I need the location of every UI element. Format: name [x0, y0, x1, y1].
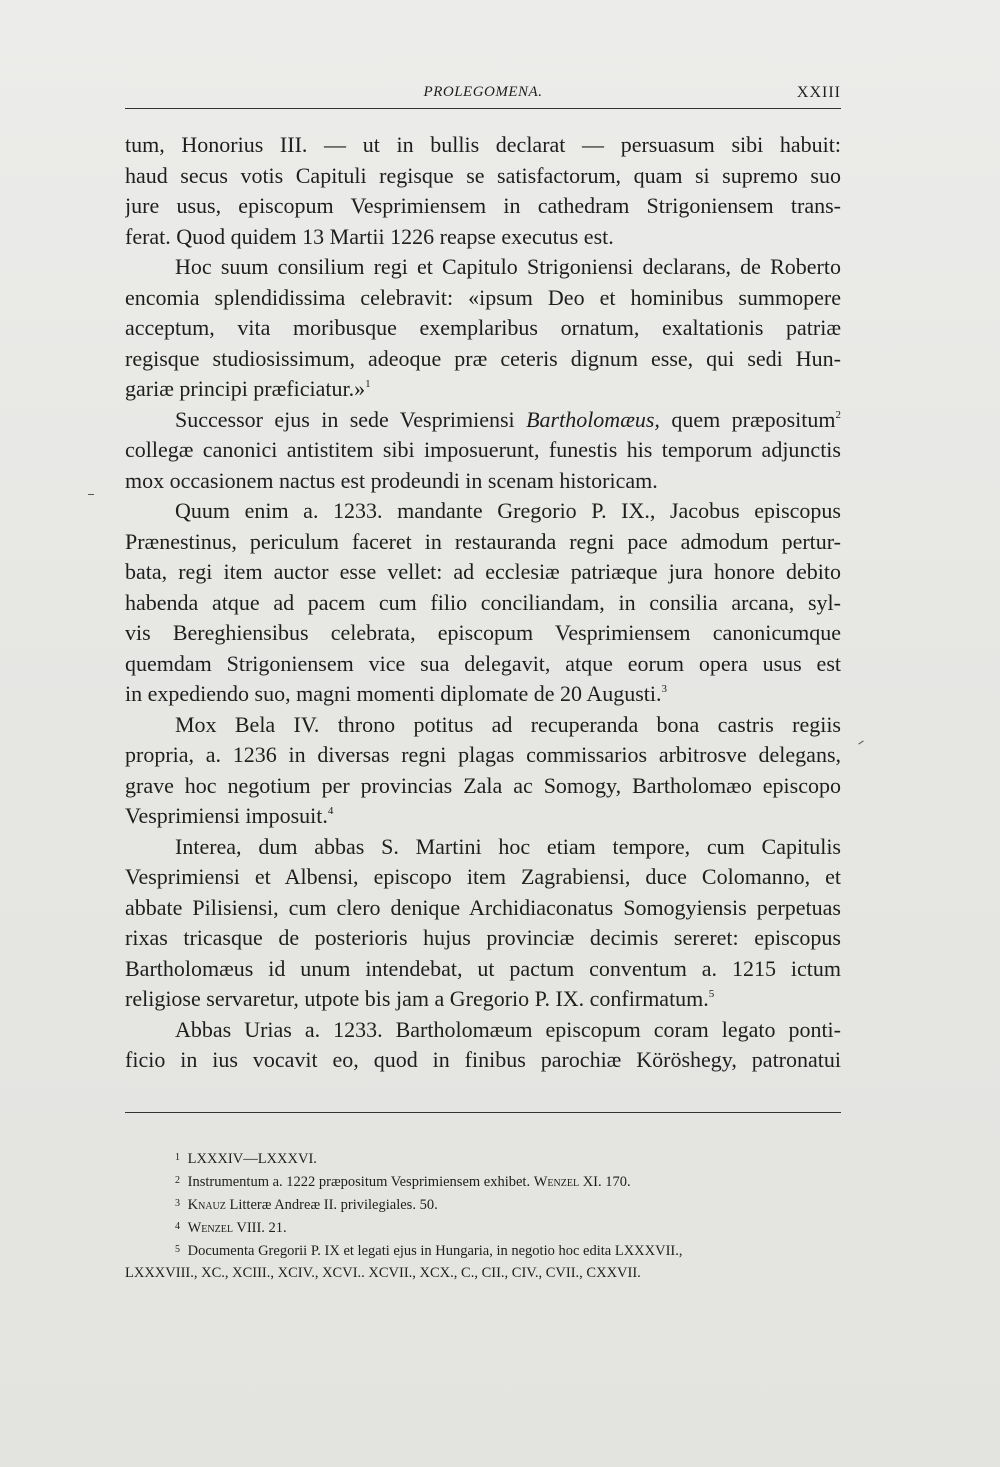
text-line: bata, regi item auctor esse vellet: ad ecclesiæ patriæque jura honore debito [125, 559, 841, 584]
text-line: haud secus votis Capituli regisque se satisfactorum, quam si supremo suo [125, 162, 841, 188]
footnote-ref: 3 [661, 683, 667, 695]
footnote-author: Wenzel [533, 1174, 580, 1190]
text-line: ferat. Quod quidem 13 Martii 1226 reapse executus est. [125, 223, 614, 249]
footnote-reference: XI. 170. [582, 1174, 631, 1190]
text-fragment: in expediendo suo, magni momenti diplomate de 20 Augusti. [125, 681, 662, 706]
text-line: jure usus, episcopum Vesprimiensem in cathedram Strigoniensem trans- [125, 193, 841, 218]
paragraph-3 [125, 405, 841, 497]
text-line: Vesprimiensi et Albensi, episcopo item Zagrabiensi, duce Colomanno, et [125, 864, 841, 889]
footnote-5-continuation: LXXXVIII., XC., XCIII., XCIV., XCVI.. XCVII., XCX., C., CII., CIV., CVII., CXXVII. [125, 1265, 641, 1281]
text-line [125, 405, 841, 436]
header-rule [125, 108, 841, 109]
margin-mark [88, 494, 94, 495]
text-line: mox occasionem nactus est prodeundi in scenam historicam. [125, 467, 658, 493]
text-line: Mox Bela IV. throno potitus ad recuperanda bona castris regiis [175, 711, 841, 737]
margin-mark [858, 740, 863, 744]
page-number: XXIII [796, 84, 841, 101]
text-line: tum, Honorius III. — ut in bullis declarat — persuasum sibi habuit: [125, 132, 841, 157]
footnote-4 [125, 1216, 841, 1239]
text-line: rixas tricasque de posterioris hujus provinciæ decimis sereret: episcopus [125, 925, 841, 950]
text-line [125, 679, 841, 710]
footnote-ref: 2 [835, 408, 841, 421]
text-line: regisque studiosissimum, adeoque præ ceteris dignum esse, qui sedi Hun- [125, 345, 841, 371]
footnote-author: Knauz [187, 1197, 226, 1213]
footnote-text: Instrumentum a. 1222 præpositum Vesprimiensem exhibet. [187, 1174, 531, 1190]
italic-name: Bartholomæus, [526, 406, 660, 432]
text-fragment: quem præpositum [671, 406, 836, 432]
text-fragment: Vesprimiensi imposuit. [125, 803, 328, 828]
text-line [125, 374, 841, 405]
text-line [125, 984, 841, 1015]
paragraph-7 [125, 1015, 841, 1076]
text-line: vis Bereghiensibus celebrata, episcopum Vesprimiensem canonicumque [125, 620, 841, 645]
running-head [125, 84, 841, 108]
footnote-number: 5 [175, 1244, 180, 1255]
footnote-ref: 4 [327, 805, 334, 817]
text-line: ficio in ius vocavit eo, quod in finibus parochiæ Köröshegy, patronatui [125, 1047, 841, 1072]
footnote-rule [125, 1112, 841, 1113]
footnote-text: Litteræ Andreæ II. privilegiales. 50. [229, 1197, 438, 1213]
text-line: grave hoc negotium per provincias Zala ac Somogy, Bartholomæo episcopo [125, 772, 841, 798]
footnote-number: 4 [175, 1221, 180, 1232]
text-line: abbate Pilisiensi, cum clero denique Archidiaconatus Somogyiensis perpetuas [125, 894, 841, 920]
main-text [125, 130, 841, 1076]
running-title: PROLEGOMENA. [423, 84, 543, 100]
text-fragment: Successor ejus in sede Vesprimiensi [175, 406, 515, 432]
footnote-ref: 1 [365, 378, 371, 390]
text-line: quemdam Strigoniensem vice sua delegavit, atque eorum opera usus est [125, 650, 841, 676]
footnote-ref: 5 [708, 988, 715, 1000]
text-line: Quum enim a. 1233. mandante Gregorio P. IX., Jacobus episcopus [175, 498, 841, 523]
footnote-number: 3 [175, 1198, 180, 1209]
paragraph-1 [125, 130, 841, 252]
footnote-1 [125, 1147, 841, 1170]
paragraph-4 [125, 496, 841, 710]
text-line: Abbas Urias a. 1233. Bartholomæum episcopum coram legato ponti- [175, 1016, 841, 1042]
paragraph-6 [125, 832, 841, 1015]
footnote-reference: VIII. 21. [236, 1220, 287, 1236]
paragraph-5 [125, 710, 841, 832]
text-line: habenda atque ad pacem cum filio conciliandam, in consilia arcana, syl- [125, 589, 841, 615]
text-line: Bartholomæus id unum intendebat, ut pactum conventum a. 1215 ictum [125, 955, 841, 981]
text-fragment: gariæ principi præficiatur.» [125, 376, 366, 401]
footnote-text: LXXXIV—LXXXVI. [187, 1151, 317, 1167]
footnotes [125, 1147, 841, 1284]
footnote-number: 1 [175, 1152, 180, 1163]
text-line: Prænestinus, periculum faceret in restauranda regni pace admodum pertur- [125, 528, 841, 554]
paragraph-2 [125, 252, 841, 405]
text-line: collegæ canonici antistitem sibi imposuerunt, funestis his temporum adjunctis [125, 437, 841, 462]
text-line: Interea, dum abbas S. Martini hoc etiam tempore, cum Capitulis [175, 833, 841, 859]
text-fragment: religiose servaretur, utpote bis jam a Gregorio P. IX. confirmatum. [125, 986, 709, 1011]
footnote-text: Documenta Gregorii P. IX et legati ejus in Hungaria, in negotio hoc edita LXXXVII., [187, 1243, 683, 1259]
text-line: encomia splendidissima celebravit: «ipsum Deo et hominibus summopere [125, 284, 841, 310]
footnote-author: Wenzel [187, 1220, 233, 1236]
text-line: propria, a. 1236 in diversas regni plagas commissarios arbitrosve delegans, [125, 742, 841, 767]
footnote-2 [125, 1170, 841, 1193]
footnote-5 [125, 1239, 841, 1262]
text-line [125, 801, 841, 832]
text-line: acceptum, vita moribusque exemplaribus ornatum, exaltationis patriæ [125, 315, 841, 340]
footnote-3 [125, 1193, 841, 1216]
footnote-number: 2 [175, 1175, 180, 1186]
text-line: Hoc suum consilium regi et Capitulo Strigoniensi declarans, de Roberto [175, 254, 841, 279]
